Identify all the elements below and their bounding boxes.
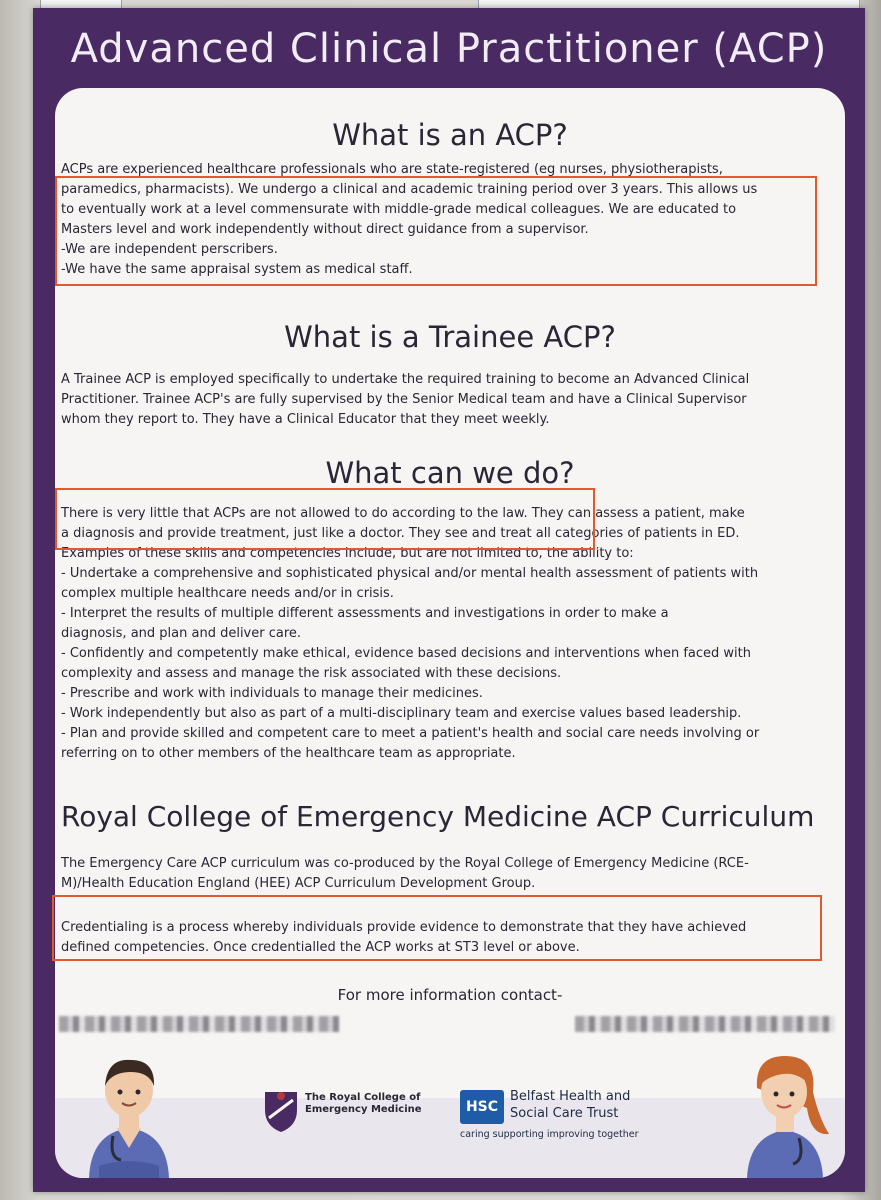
highlight-box-law xyxy=(55,488,595,550)
list-item: - Prescribe and work with individuals to manage their medicines. xyxy=(61,686,483,701)
male-nurse-illustration xyxy=(79,1048,179,1178)
what-is-trainee-text xyxy=(61,370,843,430)
list-item: complex multiple healthcare needs and/or in crisis. xyxy=(61,586,394,601)
rcem-shield-icon xyxy=(263,1088,299,1132)
list-item: - Interpret the results of multiple different assessments and investigations in order to make a xyxy=(61,606,669,621)
highlight-box-acp-description xyxy=(55,176,817,286)
hsc-name-line1: Belfast Health and xyxy=(510,1089,631,1104)
list-item: complexity and assess and manage the risk associated with these decisions. xyxy=(61,666,562,681)
redacted-contact-right xyxy=(575,1016,835,1032)
list-item: - Work independently but also as part of a multi-disciplinary team and exercise values based leadership. xyxy=(61,706,742,721)
text-line: The Emergency Care ACP curriculum was co-produced by the Royal College of Emergency Medicine (RCE- xyxy=(61,856,749,871)
rcem-logo-line2: Emergency Medicine xyxy=(305,1104,422,1115)
rcem-curriculum-text xyxy=(61,854,843,894)
heading-rcem-curriculum: Royal College of Emergency Medicine ACP Curriculum xyxy=(61,800,815,833)
redacted-contact-left xyxy=(59,1016,339,1032)
list-item: - Undertake a comprehensive and sophisticated physical and/or mental health assessment of patients with xyxy=(61,566,759,581)
text-line: -We have the same appraisal system as medical staff. xyxy=(61,262,413,277)
text-line: Masters level and work independently without direct guidance from a supervisor. xyxy=(61,222,589,237)
text-line: Credentialing is a process whereby individuals provide evidence to demonstrate that they have achieved xyxy=(61,920,747,935)
text-line: defined competencies. Once credentialled the ACP works at ST3 level or above. xyxy=(61,940,580,955)
text-line: A Trainee ACP is employed specifically to undertake the required training to become an Advanced Clinical xyxy=(61,372,750,387)
text-line: whom they report to. They have a Clinical Educator that they meet weekly. xyxy=(61,412,550,427)
text-line: ACPs are experienced healthcare professionals who are state-registered (eg nurses, physiotherapists, xyxy=(61,162,723,177)
female-nurse-illustration xyxy=(735,1048,835,1178)
list-item: - Confidently and competently make ethical, evidence based decisions and interventions when faced with xyxy=(61,646,751,661)
text-line: Practitioner. Trainee ACP's are fully supervised by the Senior Medical team and have a Clinical Supervisor xyxy=(61,392,747,407)
highlight-box-credentialing xyxy=(52,895,822,961)
text-line: to eventually work at a level commensurate with middle-grade medical colleagues. We are educated to xyxy=(61,202,737,217)
list-item: referring on to other members of the healthcare team as appropriate. xyxy=(61,746,516,761)
text-line: a diagnosis and provide treatment, just like a doctor. They see and treat all categories of patients in ED. xyxy=(61,526,740,541)
text-line: -We are independent perscribers. xyxy=(61,242,278,257)
text-line: There is very little that ACPs are not allowed to do according to the law. They can assess a patient, make xyxy=(61,506,745,521)
heading-what-is-acp: What is an ACP? xyxy=(332,118,568,152)
heading-what-can-we-do: What can we do? xyxy=(325,456,575,490)
text-line: Examples of these skills and competencies include, but are not limited to, the ability to: xyxy=(61,546,634,561)
hsc-trust-name xyxy=(510,1088,630,1122)
contact-label: For more information contact- xyxy=(337,986,563,1004)
list-item: diagnosis, and plan and deliver care. xyxy=(61,626,302,641)
poster-title: Advanced Clinical Practitioner (ACP) xyxy=(70,26,828,72)
hsc-badge: HSC xyxy=(460,1090,504,1124)
list-item: - Plan and provide skilled and competent care to meet a patient's health and social care needs involving or xyxy=(61,726,760,741)
heading-what-is-trainee-acp: What is a Trainee ACP? xyxy=(284,320,616,354)
hsc-tagline: caring supporting improving together xyxy=(460,1129,639,1140)
text-line: paramedics, pharmacists). We undergo a clinical and academic training period over 3 years. This allows us xyxy=(61,182,758,197)
rcem-logo-line1: The Royal College of xyxy=(305,1092,421,1103)
hsc-name-line2: Social Care Trust xyxy=(510,1106,619,1121)
text-line: M)/Health Education England (HEE) ACP Curriculum Development Group. xyxy=(61,876,536,891)
